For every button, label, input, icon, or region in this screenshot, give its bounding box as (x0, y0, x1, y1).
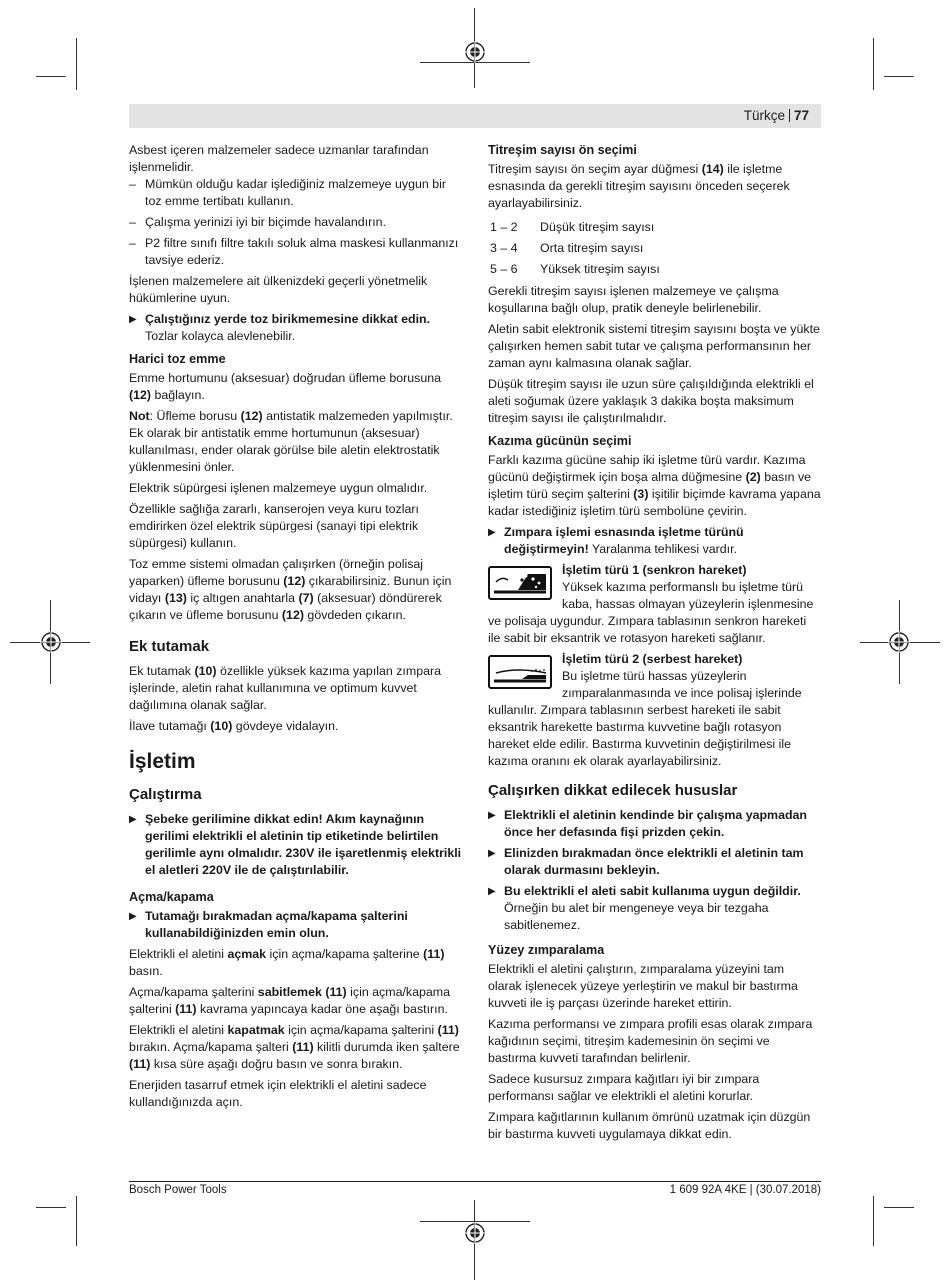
section-heading: Kazıma gücünün seçimi (488, 434, 632, 448)
dash-item: – Çalışma yerinizi iyi bir biçimde havalandırın. (129, 214, 462, 231)
section-heading: Harici toz emme (129, 352, 226, 366)
paragraph: Elektrikli el aletini açmak için açma/kapama şalterine (11) basın. (129, 947, 445, 978)
paragraph: Enerjiden tasarruf etmek için elektrikli el aletini sadece kullandığınızda açın. (129, 1078, 427, 1109)
warning-bold: Çalıştığınız yerde toz birikmemesine dikkat edin. (145, 312, 431, 326)
dash-item: – P2 filtre sınıfı filtre takılı soluk alma maskesi kullanmanızı tavsiye ederiz. (129, 235, 462, 269)
safety-warning (129, 311, 462, 345)
section-heading: Titreşim sayısı ön seçimi (488, 143, 637, 157)
safety-warning: ▶ Şebeke gerilimine dikkat edin! Akım kaynağının gerilimi elektrikli el aletinin tip etiketinde belirtilen gerilimle aynı olmalıdır. 230V ile işaretlenmiş elektrikli el aletleri 220V ile de çalıştırılabilir. (129, 812, 462, 877)
section-heading: Çalışırken dikkat edilecek hususlar (488, 782, 738, 799)
table-cell: Düşük titreşim sayısı (540, 220, 655, 234)
crop-mark (76, 1196, 77, 1246)
paragraph: İlave tutamağı (10) gövdeye vidalayın. (129, 719, 339, 733)
warning-text: Tozlar kolayca alevlenebilir. (145, 329, 296, 343)
registration-mark-icon (888, 631, 910, 653)
paragraph: İşlenen malzemelere ait ülkenizdeki geçerli yönetmelik hükümlerine uyun. (129, 274, 428, 305)
arrow-bullet-icon: ▶ (129, 814, 137, 825)
header-text (744, 108, 809, 123)
paragraph: Elektrikli el aletini kapatmak için açma/kapama şalterini (11) bırakın. Açma/kapama şalteri (11) kilitli durumda iken şaltere (11) kısa süre aşağı doğru basın ve sonra bırakın. (129, 1023, 460, 1071)
paragraph: Düşük titreşim sayısı ile uzun süre çalışıldığında elektrikli el aleti soğumak üzere yaklaşık 3 dakika boşta maksimum titreşim sayısı ile çalıştırılmalıdır. (488, 377, 814, 425)
mode-title: İşletim türü 1 (senkron hareket) (562, 563, 747, 577)
table-row (488, 218, 660, 239)
section-heading: Çalıştırma (129, 786, 202, 803)
footer-doc-id: 1 609 92A 4KE | (30.07.2018) (669, 1184, 821, 1196)
dash-item: – Mümkün olduğu kadar işlediğiniz malzemeye uygun bir toz emme tertibatı kullanın. (129, 176, 462, 210)
paragraph: Yüksek kazıma performanslı bu işletme türü kaba, hassas olmayan yüzeylerin işlenmesine ve polisaja uygundur. Zımpara tablasının senkron hareketi ile sabit bir eksantrik ve rotasyon hareketi sağlanır. (488, 580, 814, 645)
footer-divider (129, 1181, 821, 1182)
table-cell: Orta titreşim sayısı (540, 241, 644, 255)
arrow-bullet-icon: ▶ (488, 810, 496, 821)
paragraph: Gerekli titreşim sayısı işlenen malzemeye ve çalışma koşullarına bağlı olup, pratik deneyle belirlenebilir. (488, 284, 779, 315)
safety-warning: ▶ Elektrikli el aletinin kendinde bir çalışma yapmadan önce her defasında fişi prizden çekin. (488, 808, 807, 839)
crop-mark (36, 76, 66, 77)
crop-mark (884, 1207, 914, 1208)
safety-warning: ▶ Zımpara işlemi esnasında işletme türünü değiştirmeyin! Yaralanma tehlikesi vardır. (488, 525, 744, 556)
speed-table (488, 218, 660, 281)
paragraph: Açma/kapama şalterini sabitlemek (11) için açma/kapama şalterini (11) kavrama yapıncaya kadar öne aşağı bastırın. (129, 985, 450, 1016)
paragraph: Bu işletme türü hassas yüzeylerin zımparalanmasında ve ince polisaj işlerinde kullanılır. Zımpara tablasının serbest hareketi ile sabit eksantrik harekette bastırma kuvvetine bağlı rotasyon hareket elde edilir. Bastırma kuvvetinin değiştirilmesi ile kazıma oranını ek olarak ayarlayabilirsiniz. (488, 669, 802, 768)
header-divider (789, 109, 790, 122)
paragraph: Aletin sabit elektronik sistemi titreşim sayısını boşta ve yükte çalışırken hemen sabit tutar ve çalışma performansının her zaman aynı kalmasına olanak sağlar. (488, 322, 820, 370)
table-row (488, 260, 660, 281)
crop-mark (873, 1196, 874, 1246)
mode-1-block (488, 562, 821, 647)
paragraph: Sadece kusursuz zımpara kağıtları iyi bir zımpara performansı sağlar ve elektrikli el aletini korurlar. (488, 1072, 760, 1103)
crop-mark (76, 38, 77, 90)
section-heading: Açma/kapama (129, 890, 214, 904)
header-language: Türkçe (743, 108, 785, 123)
paragraph: Toz emme sistemi olmadan çalışırken (örneğin polisaj yaparken) üfleme borusunu (12) çıkarabilirsiniz. Bunun için vidayı (13) iç altıgen anahtarla (7) (aksesuar) döndürerek çıkarın ve üfleme borusunu (12) gövdeden çıkarın. (129, 557, 452, 622)
left-column (129, 142, 462, 1115)
paragraph: Ek tutamak (10) özellikle yüksek kazıma yapılan zımpara işlerinde, aletin rahat kullanımına ve optimum kuvvet dağılımına olanak sağlar. (129, 664, 441, 712)
paragraph: Zımpara kağıtlarının kullanım ömrünü uzatmak için düzgün bir bastırma kuvveti uygulamaya dikkat edin. (488, 1110, 811, 1141)
fine-sanding-mode-icon (488, 655, 552, 689)
chapter-heading: İşletim (129, 750, 196, 773)
safety-warning: ▶ Elinizden bırakmadan önce elektrikli el aletinin tam olarak durmasını bekleyin. (488, 846, 804, 877)
arrow-bullet-icon: ▶ (488, 886, 496, 897)
section-heading: Ek tutamak (129, 638, 210, 655)
paragraph: Titreşim sayısı ön seçim ayar düğmesi (14) ile işletme esnasında da gerekli titreşim sayısını önceden seçerek ayarlayabilirsiniz. (488, 162, 790, 210)
registration-mark-icon (40, 631, 62, 653)
registration-mark-icon (464, 41, 486, 63)
arrow-bullet-icon: ▶ (129, 911, 137, 922)
table-cell: 5 – 6 (490, 262, 518, 276)
table-cell: 3 – 4 (490, 241, 518, 255)
crop-mark (36, 1207, 66, 1208)
table-cell: 1 – 2 (490, 220, 518, 234)
paragraph: Kazıma performansı ve zımpara profili esas olarak zımpara kağıdının seçimi, titreşim kademesinin ön seçimi ve bastırma kuvveti tarafından belirlenir. (488, 1017, 813, 1065)
paragraph: Farklı kazıma gücüne sahip iki işletme türü vardır. Kazıma gücünü değiştirmek için boşa alma düğmesine (2) basın ve işletim türü seçim şalterini (3) işitilir biçimde kavrama yapana kadar istediğiniz işletim türü sembolüne çevirin. (488, 453, 821, 518)
coarse-sanding-mode-icon (488, 566, 552, 600)
page-header (129, 104, 821, 128)
arrow-bullet-icon: ▶ (488, 527, 496, 538)
paragraph: Elektrik süpürgesi işlenen malzemeye uygun olmalıdır. (129, 481, 428, 495)
mode-title: İşletim türü 2 (serbest hareket) (562, 652, 743, 666)
crop-mark (873, 38, 874, 90)
right-column (488, 142, 821, 1147)
table-row (488, 239, 660, 260)
arrow-bullet-icon: ▶ (488, 848, 496, 859)
note: Not: Üfleme borusu (12) antistatik malzemeden yapılmıştır. Ek olarak bir antistatik emme hortumunun (aksesuar) kullanılması, ender olarak görülse bile aletin elektrostatik yüklenmesini önler. (129, 409, 453, 474)
footer-brand: Bosch Power Tools (129, 1184, 227, 1196)
crop-mark (884, 76, 914, 77)
table-cell: Yüksek titreşim sayısı (540, 262, 660, 276)
registration-mark-icon (464, 1222, 486, 1244)
safety-warning: ▶ Bu elektrikli el aleti sabit kullanıma uygun değildir. Örneğin bu alet bir mengeneye veya bir tezgaha sabitlenemez. (488, 884, 801, 932)
section-heading: Yüzey zımparalama (488, 943, 605, 957)
paragraph: Özellikle sağlığa zararlı, kanserojen veya kuru tozları emdirirken özel elektrik süpürgesi (sanayi tipi elektrik süpürgesi) kullanın. (129, 502, 419, 550)
paragraph: Elektrikli el aletini çalıştırın, zımparalama yüzeyini tam olarak işlenecek yüzeye yerleştirin ve makul bir bastırma kuvveti ile iş parçası üzerinde hareket ettirin. (488, 962, 798, 1010)
paragraph: Asbest içeren malzemeler sadece uzmanlar tarafından işlenmelidir. (129, 143, 429, 174)
arrow-bullet-icon: ▶ (129, 314, 137, 325)
paragraph: Emme hortumunu (aksesuar) doğrudan üfleme borusuna (12) bağlayın. (129, 371, 441, 402)
page-number: 77 (793, 108, 809, 123)
safety-warning: ▶ Tutamağı bırakmadan açma/kapama şalterini kullanabildiğinizden emin olun. (129, 909, 408, 940)
mode-2-block (488, 651, 821, 770)
